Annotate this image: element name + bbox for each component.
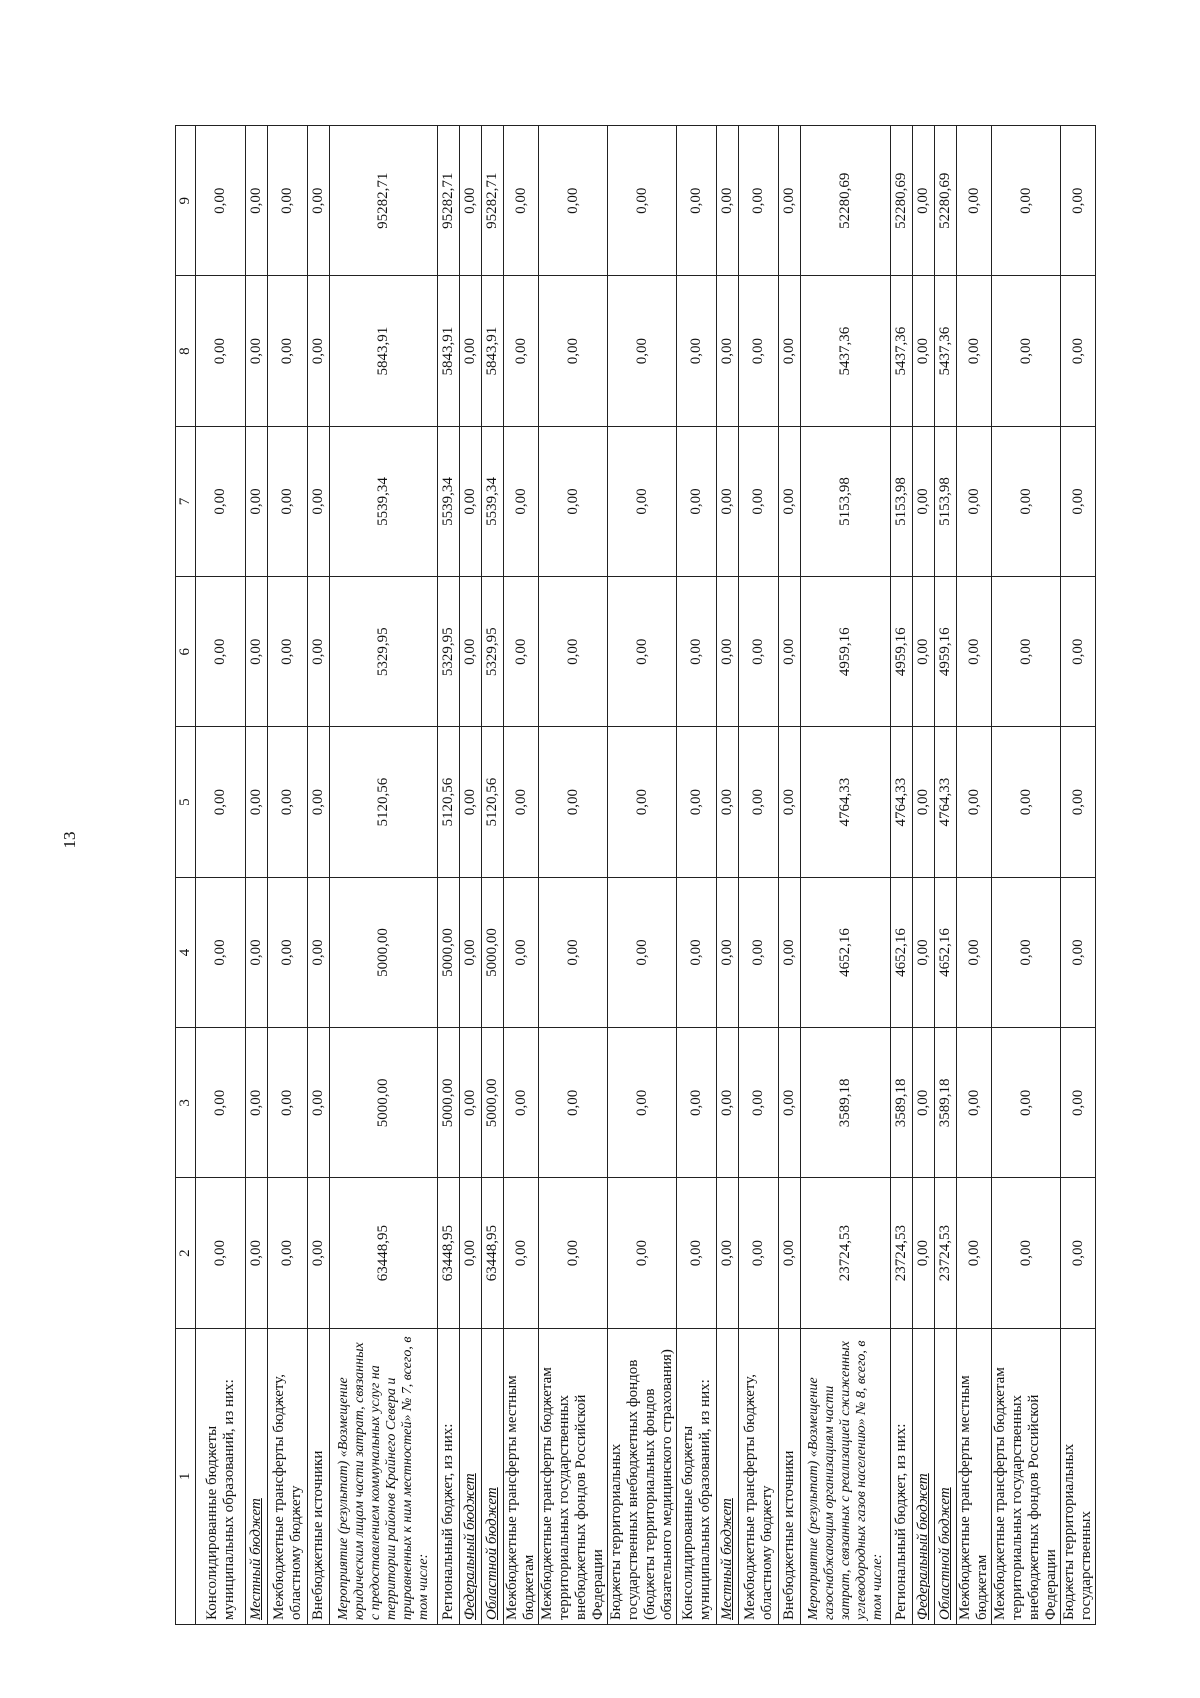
row-value: 0,00 (268, 276, 308, 426)
row-value: 0,00 (196, 1028, 246, 1178)
row-value: 0,00 (504, 276, 539, 426)
row-value: 5000,00 (482, 1028, 504, 1178)
row-value: 0,00 (779, 126, 801, 276)
row-value: 0,00 (957, 727, 992, 877)
row-value: 0,00 (913, 877, 935, 1027)
row-label: Межбюджетные трансферты местным бюджетам (957, 1328, 992, 1624)
row-value: 0,00 (992, 426, 1061, 576)
row-value: 0,00 (608, 577, 677, 727)
row-value: 0,00 (717, 426, 739, 576)
row-value: 0,00 (1061, 877, 1096, 1027)
row-value: 0,00 (779, 577, 801, 727)
column-number-6: 6 (176, 577, 196, 727)
row-value: 0,00 (957, 426, 992, 576)
row-value: 0,00 (268, 426, 308, 576)
table-row (608, 126, 677, 1625)
table-row (677, 126, 717, 1625)
row-value: 0,00 (246, 276, 268, 426)
page-number: 13 (60, 831, 79, 849)
row-value: 0,00 (246, 877, 268, 1027)
row-value: 0,00 (913, 577, 935, 727)
row-value: 0,00 (460, 1178, 482, 1328)
row-value: 0,00 (677, 426, 717, 576)
row-value: 0,00 (739, 727, 779, 877)
row-value: 0,00 (913, 276, 935, 426)
row-value: 4652,16 (891, 877, 913, 1027)
row-value: 0,00 (957, 1178, 992, 1328)
row-value: 4764,33 (935, 727, 957, 877)
row-value: 5843,91 (330, 276, 438, 426)
row-value: 0,00 (460, 577, 482, 727)
table-row (308, 126, 330, 1625)
table-row (504, 126, 539, 1625)
table-row (891, 126, 913, 1625)
row-value: 0,00 (677, 577, 717, 727)
row-value: 0,00 (246, 727, 268, 877)
row-value: 5000,00 (482, 877, 504, 1027)
row-value: 5000,00 (330, 1028, 438, 1178)
row-label: Федеральный бюджет (913, 1328, 935, 1624)
row-value: 0,00 (539, 1178, 608, 1328)
row-value: 5539,34 (438, 426, 460, 576)
table-row (992, 126, 1061, 1625)
row-value: 0,00 (246, 1178, 268, 1328)
row-value: 0,00 (504, 1178, 539, 1328)
row-value: 0,00 (308, 577, 330, 727)
column-number-4: 4 (176, 877, 196, 1027)
row-value: 5329,95 (482, 577, 504, 727)
row-value: 5843,91 (482, 276, 504, 426)
row-value: 95282,71 (482, 126, 504, 276)
row-value: 5000,00 (330, 877, 438, 1027)
row-value: 0,00 (308, 727, 330, 877)
row-value: 0,00 (460, 1028, 482, 1178)
row-value: 23724,53 (891, 1178, 913, 1328)
row-label: Областной бюджет (935, 1328, 957, 1624)
row-value: 0,00 (779, 1028, 801, 1178)
row-value: 0,00 (196, 1178, 246, 1328)
row-value: 0,00 (717, 727, 739, 877)
row-value: 4959,16 (801, 577, 891, 727)
row-value: 0,00 (1061, 1028, 1096, 1178)
row-value: 0,00 (608, 727, 677, 877)
row-value: 0,00 (992, 1178, 1061, 1328)
row-value: 0,00 (739, 1178, 779, 1328)
row-value: 63448,95 (438, 1178, 460, 1328)
row-value: 0,00 (677, 727, 717, 877)
row-value: 0,00 (717, 877, 739, 1027)
column-number-9: 9 (176, 126, 196, 276)
row-label: Внебюджетные источники (779, 1328, 801, 1624)
row-value: 0,00 (608, 426, 677, 576)
row-value: 5153,98 (801, 426, 891, 576)
budget-table-rotated (175, 125, 1094, 1625)
row-value: 0,00 (539, 126, 608, 276)
row-value: 0,00 (460, 727, 482, 877)
column-number-row (176, 126, 196, 1625)
row-value: 0,00 (677, 1178, 717, 1328)
row-value: 0,00 (246, 1028, 268, 1178)
row-label: Бюджеты территориальных государственных (1061, 1328, 1096, 1624)
row-value: 0,00 (913, 126, 935, 276)
row-value: 0,00 (268, 877, 308, 1027)
row-value: 0,00 (1061, 276, 1096, 426)
row-value: 0,00 (957, 126, 992, 276)
row-value: 0,00 (196, 276, 246, 426)
row-value: 0,00 (913, 426, 935, 576)
table-row (330, 126, 438, 1625)
row-value: 0,00 (677, 877, 717, 1027)
row-value: 0,00 (1061, 577, 1096, 727)
row-value: 0,00 (608, 877, 677, 1027)
row-label: Межбюджетные трансферты бюджетам территориальных государственных внебюджетных фондов Российской Федерации (539, 1328, 608, 1624)
row-value: 0,00 (196, 126, 246, 276)
table-row (779, 126, 801, 1625)
table-row (717, 126, 739, 1625)
row-value: 5120,56 (482, 727, 504, 877)
row-value: 0,00 (246, 426, 268, 576)
row-value: 0,00 (739, 126, 779, 276)
row-value: 0,00 (539, 276, 608, 426)
row-value: 0,00 (539, 1028, 608, 1178)
row-label: Федеральный бюджет (460, 1328, 482, 1624)
row-value: 0,00 (308, 426, 330, 576)
row-label: Мероприятие (результат) «Возмещение юридическим лицам части затрат, связанных с предоставлением коммунальных услуг на территории районов Крайнего Севера и приравненных к ним местностей» № 7, всего, в том числе: (330, 1328, 438, 1624)
row-value: 52280,69 (935, 126, 957, 276)
row-value: 5329,95 (438, 577, 460, 727)
row-value: 4652,16 (801, 877, 891, 1027)
row-value: 0,00 (196, 877, 246, 1027)
row-value: 0,00 (608, 276, 677, 426)
row-value: 0,00 (957, 276, 992, 426)
row-value: 5000,00 (438, 877, 460, 1027)
row-label: Межбюджетные трансферты бюджетам территориальных государственных внебюджетных фондов Российской Федерации (992, 1328, 1061, 1624)
column-number-2: 2 (176, 1178, 196, 1328)
row-value: 5437,36 (801, 276, 891, 426)
row-value: 0,00 (460, 276, 482, 426)
table-row (268, 126, 308, 1625)
table-row (957, 126, 992, 1625)
row-value: 0,00 (717, 1178, 739, 1328)
row-value: 0,00 (196, 577, 246, 727)
row-value: 0,00 (196, 727, 246, 877)
row-value: 0,00 (608, 1178, 677, 1328)
column-number-5: 5 (176, 727, 196, 877)
row-label: Региональный бюджет, из них: (438, 1328, 460, 1624)
table-row (196, 126, 246, 1625)
row-value: 0,00 (539, 727, 608, 877)
row-value: 0,00 (539, 577, 608, 727)
row-value: 63448,95 (330, 1178, 438, 1328)
table-row (801, 126, 891, 1625)
row-value: 0,00 (268, 1178, 308, 1328)
column-number-1: 1 (176, 1328, 196, 1624)
row-value: 0,00 (717, 577, 739, 727)
table-row (482, 126, 504, 1625)
row-value: 0,00 (504, 126, 539, 276)
column-number-8: 8 (176, 276, 196, 426)
row-value: 0,00 (913, 727, 935, 877)
table-row (460, 126, 482, 1625)
row-label: Межбюджетные трансферты местным бюджетам (504, 1328, 539, 1624)
row-value: 95282,71 (438, 126, 460, 276)
row-value: 0,00 (739, 877, 779, 1027)
row-value: 0,00 (677, 126, 717, 276)
row-value: 3589,18 (801, 1028, 891, 1178)
column-number-3: 3 (176, 1028, 196, 1178)
row-value: 0,00 (1061, 426, 1096, 576)
row-value: 5329,95 (330, 577, 438, 727)
row-value: 0,00 (504, 877, 539, 1027)
row-value: 0,00 (779, 1178, 801, 1328)
row-value: 0,00 (779, 727, 801, 877)
row-value: 4959,16 (935, 577, 957, 727)
row-value: 0,00 (957, 577, 992, 727)
row-value: 0,00 (539, 426, 608, 576)
row-value: 0,00 (957, 877, 992, 1027)
table-row (438, 126, 460, 1625)
row-value: 0,00 (739, 1028, 779, 1178)
row-value: 0,00 (992, 877, 1061, 1027)
row-value: 0,00 (268, 1028, 308, 1178)
row-value: 0,00 (308, 877, 330, 1027)
row-value: 0,00 (608, 126, 677, 276)
row-value: 0,00 (717, 1028, 739, 1178)
row-value: 3589,18 (891, 1028, 913, 1178)
row-value: 5120,56 (330, 727, 438, 877)
row-label: Внебюджетные источники (308, 1328, 330, 1624)
row-value: 0,00 (246, 577, 268, 727)
row-value: 3589,18 (935, 1028, 957, 1178)
row-label: Местный бюджет (717, 1328, 739, 1624)
row-value: 0,00 (268, 727, 308, 877)
row-value: 23724,53 (801, 1178, 891, 1328)
row-value: 5437,36 (891, 276, 913, 426)
row-value: 0,00 (739, 577, 779, 727)
budget-table (175, 125, 1096, 1625)
row-value: 5539,34 (330, 426, 438, 576)
row-value: 0,00 (992, 727, 1061, 877)
row-value: 0,00 (539, 877, 608, 1027)
row-label: Консолидированные бюджеты муниципальных образований, из них: (677, 1328, 717, 1624)
row-value: 0,00 (739, 426, 779, 576)
row-value: 4764,33 (801, 727, 891, 877)
row-value: 0,00 (779, 426, 801, 576)
row-value: 4652,16 (935, 877, 957, 1027)
table-row (935, 126, 957, 1625)
row-value: 5153,98 (935, 426, 957, 576)
row-value: 0,00 (717, 126, 739, 276)
row-value: 5539,34 (482, 426, 504, 576)
row-value: 0,00 (992, 1028, 1061, 1178)
row-value: 0,00 (268, 577, 308, 727)
row-value: 0,00 (957, 1028, 992, 1178)
row-value: 0,00 (992, 276, 1061, 426)
row-label: Межбюджетные трансферты бюджету, областному бюджету (739, 1328, 779, 1624)
row-value: 0,00 (992, 126, 1061, 276)
table-row (913, 126, 935, 1625)
row-value: 0,00 (677, 1028, 717, 1178)
row-value: 0,00 (460, 426, 482, 576)
row-value: 4959,16 (891, 577, 913, 727)
row-value: 95282,71 (330, 126, 438, 276)
row-value: 0,00 (913, 1028, 935, 1178)
row-value: 5153,98 (891, 426, 913, 576)
row-value: 0,00 (196, 426, 246, 576)
row-value: 0,00 (308, 276, 330, 426)
row-value: 0,00 (1061, 126, 1096, 276)
column-number-7: 7 (176, 426, 196, 576)
table-row (739, 126, 779, 1625)
row-label: Мероприятие (результат) «Возмещение газоснабжающим организациям части затрат, связанных с реализацией сжиженных углеводородных газов населению» № 8, всего, в том числе: (801, 1328, 891, 1624)
table-row (246, 126, 268, 1625)
row-value: 0,00 (460, 126, 482, 276)
row-value: 5000,00 (438, 1028, 460, 1178)
row-label: Областной бюджет (482, 1328, 504, 1624)
row-value: 0,00 (608, 1028, 677, 1178)
row-value: 0,00 (504, 426, 539, 576)
row-label: Бюджеты территориальных государственных внебюджетных фондов (бюджеты территориальных фондов обязательного медицинского страхования) (608, 1328, 677, 1624)
row-value: 0,00 (1061, 1178, 1096, 1328)
row-label: Межбюджетные трансферты бюджету, областному бюджету (268, 1328, 308, 1624)
row-value: 0,00 (308, 1178, 330, 1328)
row-value: 0,00 (246, 126, 268, 276)
row-value: 0,00 (504, 577, 539, 727)
row-value: 0,00 (1061, 727, 1096, 877)
row-label: Консолидированные бюджеты муниципальных образований, из них: (196, 1328, 246, 1624)
row-value: 0,00 (717, 276, 739, 426)
row-value: 0,00 (268, 126, 308, 276)
row-value: 0,00 (992, 577, 1061, 727)
row-value: 5843,91 (438, 276, 460, 426)
row-value: 5120,56 (438, 727, 460, 877)
row-value: 5437,36 (935, 276, 957, 426)
row-value: 0,00 (308, 1028, 330, 1178)
row-value: 0,00 (504, 1028, 539, 1178)
row-label: Региональный бюджет, из них: (891, 1328, 913, 1624)
row-value: 0,00 (913, 1178, 935, 1328)
table-row (539, 126, 608, 1625)
row-value: 0,00 (739, 276, 779, 426)
row-value: 52280,69 (891, 126, 913, 276)
row-value: 23724,53 (935, 1178, 957, 1328)
row-value: 0,00 (677, 276, 717, 426)
row-value: 0,00 (779, 877, 801, 1027)
row-value: 0,00 (779, 276, 801, 426)
row-value: 0,00 (460, 877, 482, 1027)
row-value: 0,00 (308, 126, 330, 276)
row-value: 4764,33 (891, 727, 913, 877)
row-value: 0,00 (504, 727, 539, 877)
row-label: Местный бюджет (246, 1328, 268, 1624)
row-value: 52280,69 (801, 126, 891, 276)
table-row (1061, 126, 1096, 1625)
row-value: 63448,95 (482, 1178, 504, 1328)
